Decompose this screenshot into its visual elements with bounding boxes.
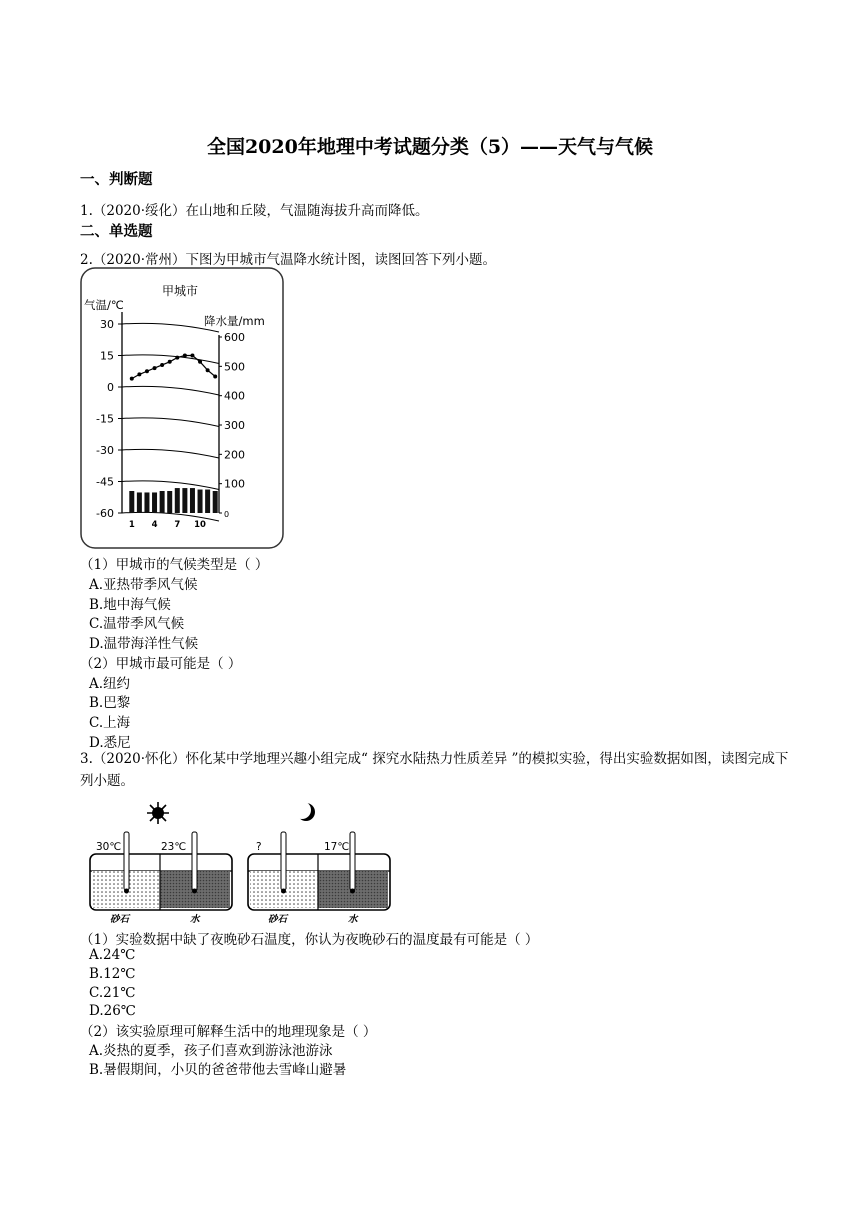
q2-sub1-option-c: C.温带季风气候 [89,616,185,632]
question-3: 3.（2020·怀化）怀化某中学地理兴趣小组完成“ 探究水陆热力性质差异 ”的模拟实验，得出实验数据如图，读图完成下列小题。 [80,751,789,789]
day-sand-label: 砂石 [110,914,130,925]
temperature-point [183,354,187,358]
temperature-point [206,368,210,372]
q2-sub2-option-a: A.纽约 [89,676,131,692]
precipitation-tick-label: 500 [224,360,245,374]
day-tank [90,854,232,910]
night-sand-label: 砂石 [268,914,288,925]
q3-sub2-option-a: A.炎热的夏季，孩子们喜欢到游泳池游泳 [89,1043,333,1059]
q2-sub2-option-c: C.上海 [89,715,131,731]
night-tank [248,854,390,910]
precipitation-bar [205,490,210,513]
section-heading-single-choice: 二、单选题 [80,223,153,240]
experiment-figure [88,798,410,926]
precipitation-tick-label: 0 [224,510,230,519]
precipitation-tick-label: 400 [224,389,245,403]
month-tick-label: 7 [174,520,181,530]
precipitation-bar [198,490,203,513]
precipitation-bar [137,492,142,513]
night-water-temp: 17℃ [324,841,350,853]
moon-icon [293,801,315,821]
precipitation-bar [167,491,172,513]
night-sand-temp: ? [256,841,262,853]
temperature-point [153,366,157,370]
section-heading-judgement: 一、判断题 [80,171,153,188]
temperature-point [130,377,134,381]
q3-sub1-option-b: B.12℃ [89,966,136,982]
precipitation-bar [213,491,218,513]
temperature-point [137,372,141,376]
page-title: 全国2020年地理中考试题分类（5）——天气与气候 [206,136,654,158]
temperature-tick-label: -60 [96,507,114,520]
temperature-point [160,363,164,367]
precipitation-bar [182,488,187,513]
q3-sub2-option-b: B.暑假期间，小贝的爸爸带他去雪峰山避暑 [89,1062,347,1078]
temperature-tick-label: 0 [107,381,114,394]
temperature-point [198,360,202,364]
question-1: 1.（2020·绥化）在山地和丘陵，气温随海拔升高而降低。 [80,203,429,219]
precipitation-tick-label: 200 [224,448,245,462]
precipitation-bar [190,488,195,513]
temperature-point [175,356,179,360]
q3-sub1-option-a: A.24℃ [89,947,136,963]
precipitation-tick-label: 100 [224,477,245,491]
month-tick-label: 4 [151,520,158,530]
sun-icon [147,802,169,824]
precipitation-tick-label: 600 [224,331,245,344]
temperature-point [168,360,172,364]
month-tick-label: 10 [194,520,206,530]
temperature-tick-label: -30 [96,444,114,457]
temperature-tick-label: -15 [96,412,114,426]
day-water-temp: 23℃ [161,841,187,853]
q2-sub2-question: （2）甲城市最可能是（ ） [80,656,242,672]
q2-sub1-question: （1）甲城市的气候类型是（ ） [80,557,269,573]
temperature-tick-label: -45 [96,475,114,489]
chart-title: 甲城市 [161,284,199,298]
q3-sub1-question: （1）实验数据中缺了夜晚砂石温度，你认为夜晚砂石的温度最有可能是（ ） [80,932,539,948]
month-tick-label: 1 [128,520,135,530]
precipitation-bar [129,491,134,513]
precipitation-bar [144,492,149,513]
temperature-point [190,354,194,358]
temperature-tick-label: 15 [100,349,114,363]
temperature-point [213,375,217,379]
q2-sub2-option-d: D.悉尼 [89,735,131,751]
q2-sub1-option-b: B.地中海气候 [89,597,171,613]
precipitation-axis-label: 降水量/mm [204,314,265,328]
day-water-label: 水 [190,914,200,925]
precipitation-bar [175,488,180,513]
q3-sub1-option-d: D.26℃ [89,1003,136,1019]
q2-sub1-option-a: A.亚热带季风气候 [89,577,198,593]
q2-sub1-option-d: D.温带海洋性气候 [89,636,199,652]
precipitation-tick-label: 300 [224,419,245,432]
q2-sub2-option-b: B.巴黎 [89,695,131,711]
precipitation-bar [152,492,157,513]
climate-chart [80,267,285,550]
q3-sub2-question: （2）该实验原理可解释生活中的地理现象是（ ） [80,1024,377,1040]
day-sand-temp: 30℃ [96,841,122,853]
precipitation-bar [160,491,165,513]
temperature-tick-label: 30 [100,318,114,331]
question-2: 2.（2020·常州）下图为甲城市气温降水统计图，读图回答下列小题。 [80,252,497,268]
night-water-label: 水 [348,914,358,925]
temperature-point [145,369,149,373]
temperature-axis-label: 气温/℃ [84,298,124,312]
q3-sub1-option-c: C.21℃ [89,985,136,1001]
